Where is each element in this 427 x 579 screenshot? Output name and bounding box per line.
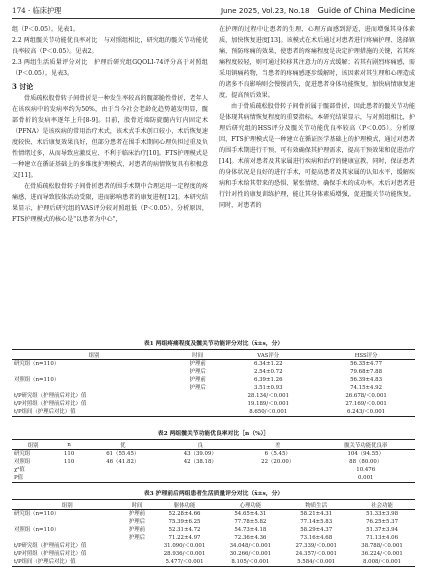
table-cell: 3.51±0.93 xyxy=(253,385,283,391)
table-cell: t/P对照组（护理前后对比）值 xyxy=(14,551,87,557)
table-cell: 对照组 xyxy=(14,459,31,465)
table-row xyxy=(12,368,415,376)
header-left: 174 · 临床护理 xyxy=(12,6,62,15)
table-cell: 护理前 xyxy=(189,377,206,383)
paragraph: 骨质疏松股骨转子间骨折是一种发生率较高的髋部脆性骨折，老年人在该疾病中的发病率约为50%，由于当今社会老龄化趋势越发明显，髋部骨折的发病率逐年上升[8-9]。目前，股骨近端防旋髓内钉内固定术（PFNA）是该疾病的常用治疗术式，该术式手术创口较小，术后恢复速度较快、术后康复效果良好，但部分患者在围手术期间心理负担过重及负性情绪过多，从而导致应激反应、不利于临床治疗[10]。FTS护理模式是一种建立在循证基础上的多维度护理模式，对患者的病情恢复具有积极意义[11]。 xyxy=(12,95,208,179)
table-cell: 研究组（n=110） xyxy=(14,361,60,367)
table-cell: 56.35±4.77 xyxy=(350,361,383,367)
table-cell: 34.048/＜0.001 xyxy=(229,543,272,549)
column-header: 优 xyxy=(84,440,161,450)
table-cell: 58.21±4.31 xyxy=(300,511,333,517)
section-heading: 3 讨论 xyxy=(12,82,34,91)
paragraph: 2.2 两组髋关节功能优良率对比 与对照组相比，研究组的髋关节功能优良率较高（P＜0.05）。见表2。 xyxy=(12,37,208,55)
column-header: 组别 xyxy=(12,440,54,450)
paragraph: 在护理的过程中让患者的生理、心理方面感到舒适，进而增强其身体素质，加快恢复进度[13]。该模式在术后通过对患者进行疼痛护理、选择镇痛，预防疼痛的效果，使患者的疼痛程度是决定护理措施的关键，若其疼痛程度较轻，则可通过转移其注意力的方式缓解；若其有剧烈疼痛感，需采用镇痛药物，当患者的疼痛感逐步缓解时，该因素对其生理和心理造成的诸多不良影响则会慢慢消失，促进患者身体功能恢复，加快病情康复速度，提高预后效果。 xyxy=(219,26,415,99)
table-cell: 52.28±4.66 xyxy=(168,511,201,517)
column-header: 时间 xyxy=(176,350,219,360)
table-cell: t/P对照组（护理前后对比）值 xyxy=(14,401,87,407)
table-cell: 36.224/＜0.001 xyxy=(361,551,403,557)
column-right xyxy=(219,24,415,211)
table-cell xyxy=(239,474,316,483)
column-header: 时间 xyxy=(122,500,151,510)
table-cell: 27.339/＜0.001 xyxy=(295,543,337,549)
table-cell: 19.189/＜0.001 xyxy=(247,401,290,407)
table-cell: 护理后 xyxy=(128,535,146,541)
table-cell: 46（41.82） xyxy=(106,459,140,465)
table-cell: t/P研究组（护理前后对比）值 xyxy=(14,393,87,399)
table-cell xyxy=(84,474,161,483)
table-cell: 0.001 xyxy=(316,474,415,483)
table-cell: 54.73±4.18 xyxy=(234,527,267,533)
table-cell: t/P研究组（护理前后对比）值 xyxy=(14,543,87,549)
column-header: 躯体功能 xyxy=(152,500,218,510)
table-cell: 75.39±6.25 xyxy=(168,519,201,525)
table-cell: 71.13±4.06 xyxy=(366,535,399,541)
table-cell: 52.31±4.72 xyxy=(168,527,201,533)
table-row xyxy=(12,526,415,534)
table-cell: 8.008/＜0.001 xyxy=(349,558,415,567)
column-header: 心理功能 xyxy=(217,500,283,510)
table-cell: 110 xyxy=(63,459,75,465)
table-cell xyxy=(12,534,122,542)
table-cell xyxy=(12,384,176,392)
table-cell: χ²值 xyxy=(14,467,25,473)
table-3 xyxy=(12,488,415,567)
table-row xyxy=(12,518,415,526)
table-cell xyxy=(84,466,161,474)
table-cell: 护理前 xyxy=(128,527,146,533)
table-header-row xyxy=(12,350,415,360)
table-cell: 30.266/＜0.001 xyxy=(229,551,272,557)
table-cell: 研究组（n=110） xyxy=(14,511,60,517)
table-cell xyxy=(239,466,316,474)
table-cell xyxy=(12,368,176,376)
table-cell xyxy=(54,466,84,474)
table-cell: 71.22±4.97 xyxy=(168,535,201,541)
table-row xyxy=(12,360,415,369)
table-cell: P值 xyxy=(12,474,54,483)
table-cell: 26.678/＜0.001 xyxy=(345,393,387,399)
table-cell: 24.357/＜0.001 xyxy=(295,551,337,557)
table-row xyxy=(12,400,415,408)
table-cell: 研究组 xyxy=(14,451,31,457)
table-header-row xyxy=(12,440,415,450)
table-row xyxy=(12,474,415,483)
table-row xyxy=(12,542,415,550)
column-header: 髋关节功能优良率 xyxy=(316,440,415,450)
table-row xyxy=(12,510,415,519)
paragraph: 由于骨质疏松股骨转子间骨折属于髋部骨折，因此患者的髋关节功能是体现其病情恢复程度的重要指标。本研究结果显示，与对照组相比，护理后研究组的HSS评分及髋关节功能优良率较高（P＜0.05）。分析原因，FTS护理模式是一种建立在循证医学基础上的护理模式，通过对患者的围手术期进行干预，可有效确保其护理需求，提高干预效果和促进治疗[14]。术前对患者及其家属进行疾病和治疗的健康宣教，同时，保证患者的身体状况是良好的进行手术，可提高患者及其家属的认知水平，缓解疾病和手术给其带来的恐惧、紧张情绪，确保手术的成功率。术后对患者进行针对性的康复训练护理，能让其身体素质增强，促进髋关节功能恢复。同时，对患者的 xyxy=(219,103,415,209)
table-cell: 77.78±5.82 xyxy=(234,519,267,525)
table-cell: 5.477/＜0.001 xyxy=(152,558,218,567)
table-row xyxy=(12,466,415,474)
column-header: 社会功能 xyxy=(349,500,415,510)
column-left xyxy=(12,24,208,225)
table-row xyxy=(12,376,415,384)
table-cell: 104（94.55） xyxy=(347,451,384,457)
table-row xyxy=(12,392,415,400)
column-header: VAS评分 xyxy=(219,350,317,360)
table-cell: 77.14±5.83 xyxy=(300,519,333,525)
column-header: 良 xyxy=(162,440,239,450)
table-cell: 10.476 xyxy=(356,467,376,473)
table-cell xyxy=(122,550,151,558)
table-cell: 58.29±4.37 xyxy=(300,527,333,533)
table-2 xyxy=(12,428,415,483)
table-cell: 72.36±4.36 xyxy=(234,535,267,541)
table-cell: 护理前 xyxy=(128,511,146,517)
paragraph: 在骨质疏松股骨转子间骨折患者的围手术期中合理运用一定程度的疼痛感，进而导致肢体活动受限，进而影响患者的康复进程[12]。本研究结果显示，护理后研究组的VAS评分较对照组低（P＜0.05）。分析原因，FTS护理模式的核心是"以患者为中心"， xyxy=(12,183,208,223)
table-cell: 22（20.00） xyxy=(261,459,295,465)
table-row xyxy=(12,450,415,459)
table-cell: 51.37±3.94 xyxy=(366,527,399,533)
table-cell: 76.25±5.37 xyxy=(366,519,399,525)
table-header-row xyxy=(12,500,415,510)
table-row xyxy=(12,458,415,466)
table-cell: 28.936/＜0.001 xyxy=(163,551,206,557)
table-cell: 5.584/＜0.001 xyxy=(283,558,349,567)
table-cell: 56.39±4.83 xyxy=(350,377,383,383)
table-row xyxy=(12,384,415,392)
table-cell: 61（55.45） xyxy=(106,451,140,457)
table-cell: 护理前 xyxy=(189,361,206,367)
table-row xyxy=(12,550,415,558)
table-caption: 表3 护理前后两组患者生活质量评分对比（x̄±s，分） xyxy=(143,491,284,497)
table-cell: 6.243/＜0.001 xyxy=(317,408,415,417)
table-cell: 对照组（n=110） xyxy=(14,527,60,533)
table-cell: 6.34±1.22 xyxy=(253,361,283,367)
column-header: 差 xyxy=(239,440,316,450)
table-cell xyxy=(162,474,239,483)
column-header: HSS评分 xyxy=(317,350,415,360)
table-cell xyxy=(122,558,151,567)
table-cell: 73.16±4.68 xyxy=(300,535,333,541)
table-cell: 6（5.45） xyxy=(264,451,291,457)
header-right xyxy=(221,5,415,17)
table-cell: 79.68±7.88 xyxy=(350,369,383,375)
table-cell: 110 xyxy=(63,451,75,457)
issue-info: June 2025, Vol.23, No.18 xyxy=(220,6,310,15)
paragraph: 2.3 两组生活质量评分对比 护理后研究组GQOLI-74评分高于对照组（P＜0.05）。见表3。 xyxy=(12,59,208,77)
table-cell: 38.788/＜0.001 xyxy=(361,543,403,549)
journal-english: Guide of China Medicine xyxy=(317,6,415,15)
table-cell: 43（39.09） xyxy=(183,451,217,457)
table-caption: 表1 两组疼痛程度及髋关节功能评分对比（x̄±s，分） xyxy=(143,341,284,347)
table-1 xyxy=(12,338,415,417)
paragraph: 组（P＜0.05）。见表1。 xyxy=(12,26,80,33)
table-cell: t/P组间（护理后对比）值 xyxy=(12,408,176,417)
table-cell: 6.39±1.26 xyxy=(253,377,283,383)
table-cell: 51.33±3.98 xyxy=(366,511,399,517)
table-cell xyxy=(176,392,219,400)
table-row xyxy=(12,408,415,417)
table-cell: 74.15±4.92 xyxy=(350,385,383,391)
table-row xyxy=(12,534,415,542)
table-cell: 31.090/＜0.001 xyxy=(163,543,206,549)
table-cell: 护理后 xyxy=(189,369,206,375)
table-row xyxy=(12,558,415,567)
journal-section: 临床护理 xyxy=(32,6,62,15)
table-cell: 护理后 xyxy=(128,519,146,525)
table-cell: 28.134/＜0.001 xyxy=(247,393,290,399)
column-header: 物质生活 xyxy=(283,500,349,510)
column-header: n xyxy=(54,440,84,450)
header-rule xyxy=(12,18,415,19)
table-cell: t/P组间（护理后对比）值 xyxy=(12,558,122,567)
table-cell: 2.54±0.72 xyxy=(253,369,283,375)
column-header: 组别 xyxy=(12,350,176,360)
table-cell: 42（38.18） xyxy=(183,459,217,465)
table-cell: 护理后 xyxy=(189,385,206,391)
table-cell: 对照组（n=110） xyxy=(14,377,60,383)
column-header: 组别 xyxy=(12,500,122,510)
table-cell xyxy=(54,474,84,483)
table-cell: 8.105/＜0.001 xyxy=(217,558,283,567)
table-cell xyxy=(12,518,122,526)
table-cell: 88（80.00） xyxy=(349,459,383,465)
table-cell xyxy=(176,408,219,417)
table-cell: 27.169/＜0.001 xyxy=(345,401,387,407)
table-cell: 8.650/＜0.001 xyxy=(219,408,317,417)
page-number: 174 xyxy=(12,6,26,15)
running-header xyxy=(12,5,415,17)
table-cell xyxy=(122,542,151,550)
table-cell: 54.65±4.31 xyxy=(234,511,267,517)
table-caption: 表2 两组髋关节功能优良率对比［n（%）］ xyxy=(157,431,270,437)
table-cell xyxy=(176,400,219,408)
table-cell xyxy=(162,466,239,474)
